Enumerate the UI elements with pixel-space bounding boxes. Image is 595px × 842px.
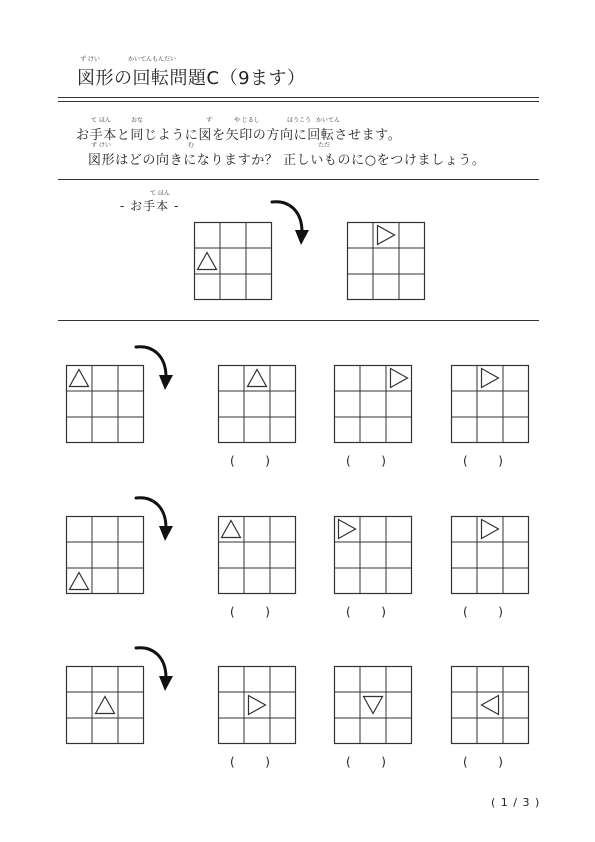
triangle-shape bbox=[70, 573, 89, 590]
arrow-head bbox=[295, 230, 309, 245]
instruction-divider bbox=[58, 179, 539, 180]
triangle-shape bbox=[248, 370, 267, 387]
problem-3-rotation-arrow-icon bbox=[134, 644, 174, 696]
grid-lines bbox=[452, 517, 529, 594]
example-before-grid bbox=[194, 222, 272, 300]
triangle-shape bbox=[378, 226, 395, 245]
triangle-shape bbox=[364, 697, 383, 714]
arrow-curve bbox=[136, 648, 166, 678]
furigana-zukei-2: ず けい bbox=[91, 142, 111, 149]
triangle-shape bbox=[249, 696, 266, 715]
problem-2-choice-b-grid[interactable] bbox=[334, 516, 412, 594]
triangle-shape bbox=[339, 520, 356, 539]
triangle-shape bbox=[482, 520, 499, 539]
problem-3-answer-blank-a[interactable]: ( ) bbox=[230, 755, 270, 769]
problem-1-answer-blank-b[interactable]: ( ) bbox=[346, 454, 386, 468]
problem-1-choice-c-grid[interactable] bbox=[451, 365, 529, 443]
triangle-shape bbox=[222, 521, 241, 538]
furigana-tehon: て ほん bbox=[91, 117, 111, 124]
problem-1-answer-blank-a[interactable]: ( ) bbox=[230, 454, 270, 468]
problem-2-question-grid bbox=[66, 516, 144, 594]
grid-lines bbox=[67, 667, 144, 744]
page-number: ( 1 / 3 ) bbox=[491, 796, 541, 809]
grid-lines bbox=[348, 223, 425, 300]
furigana-kaiten: かいてん bbox=[316, 117, 341, 124]
grid-lines bbox=[219, 667, 296, 744]
problem-1-choice-a-grid[interactable] bbox=[218, 365, 296, 443]
grid-lines bbox=[67, 517, 144, 594]
grid-lines bbox=[195, 223, 272, 300]
problem-2-rotation-arrow-icon bbox=[134, 494, 174, 546]
problem-2-answer-blank-c[interactable]: ( ) bbox=[463, 605, 503, 619]
title-furigana-kaitenmondai: かいてんもんだい bbox=[128, 56, 177, 63]
example-label-furigana: て ほん bbox=[150, 190, 170, 197]
grid-lines bbox=[219, 366, 296, 443]
grid-lines bbox=[452, 667, 529, 744]
grid-lines bbox=[67, 366, 144, 443]
arrow-curve bbox=[272, 202, 302, 232]
grid-lines bbox=[335, 517, 412, 594]
arrow-curve bbox=[136, 498, 166, 528]
grid-lines bbox=[452, 366, 529, 443]
example-label: - お手本 - bbox=[120, 199, 180, 213]
title-divider-bottom bbox=[58, 101, 539, 102]
furigana-yajirushi: や じるし bbox=[234, 117, 260, 124]
title-divider-top bbox=[58, 97, 539, 98]
furigana-mu: む bbox=[188, 142, 195, 149]
grid-lines bbox=[219, 517, 296, 594]
triangle-shape bbox=[482, 369, 499, 388]
problem-2-answer-blank-b[interactable]: ( ) bbox=[346, 605, 386, 619]
furigana-ona: おな bbox=[131, 117, 144, 124]
furigana-houkou: ほうこう bbox=[287, 117, 312, 124]
arrow-curve bbox=[136, 347, 166, 377]
problem-3-answer-blank-c[interactable]: ( ) bbox=[463, 755, 503, 769]
furigana-tada: ただ bbox=[318, 142, 331, 149]
problem-3-choice-b-grid[interactable] bbox=[334, 666, 412, 744]
grid-lines bbox=[335, 366, 412, 443]
problem-1-rotation-arrow-icon bbox=[134, 343, 174, 395]
problem-2-choice-a-grid[interactable] bbox=[218, 516, 296, 594]
instruction-line-2: 図形はどの向きになりますか？ 正しいものに○をつけましょう。 bbox=[88, 153, 486, 168]
grid-lines bbox=[335, 667, 412, 744]
triangle-shape bbox=[482, 696, 499, 715]
arrow-head bbox=[159, 676, 173, 691]
problem-1-answer-blank-c[interactable]: ( ) bbox=[463, 454, 503, 468]
example-rotation-arrow-icon bbox=[270, 198, 310, 250]
title-furigana-zukei: ず けい bbox=[80, 56, 100, 63]
page-title: 図形の回転問題C（9ます） bbox=[77, 68, 306, 89]
example-divider bbox=[58, 320, 539, 321]
problem-1-question-grid bbox=[66, 365, 144, 443]
problem-3-answer-blank-b[interactable]: ( ) bbox=[346, 755, 386, 769]
problem-2-choice-c-grid[interactable] bbox=[451, 516, 529, 594]
problem-3-question-grid bbox=[66, 666, 144, 744]
triangle-shape bbox=[391, 369, 408, 388]
problem-1-choice-b-grid[interactable] bbox=[334, 365, 412, 443]
instruction-line-1: お手本と同じように図を矢印の方向に回転させます。 bbox=[76, 128, 402, 143]
arrow-head bbox=[159, 375, 173, 390]
triangle-shape bbox=[70, 370, 89, 387]
problem-2-answer-blank-a[interactable]: ( ) bbox=[230, 605, 270, 619]
problem-3-choice-c-grid[interactable] bbox=[451, 666, 529, 744]
triangle-shape bbox=[96, 697, 115, 714]
triangle-shape bbox=[198, 253, 217, 270]
example-after-grid bbox=[347, 222, 425, 300]
problem-3-choice-a-grid[interactable] bbox=[218, 666, 296, 744]
arrow-head bbox=[159, 526, 173, 541]
furigana-zu: ず bbox=[206, 117, 213, 124]
